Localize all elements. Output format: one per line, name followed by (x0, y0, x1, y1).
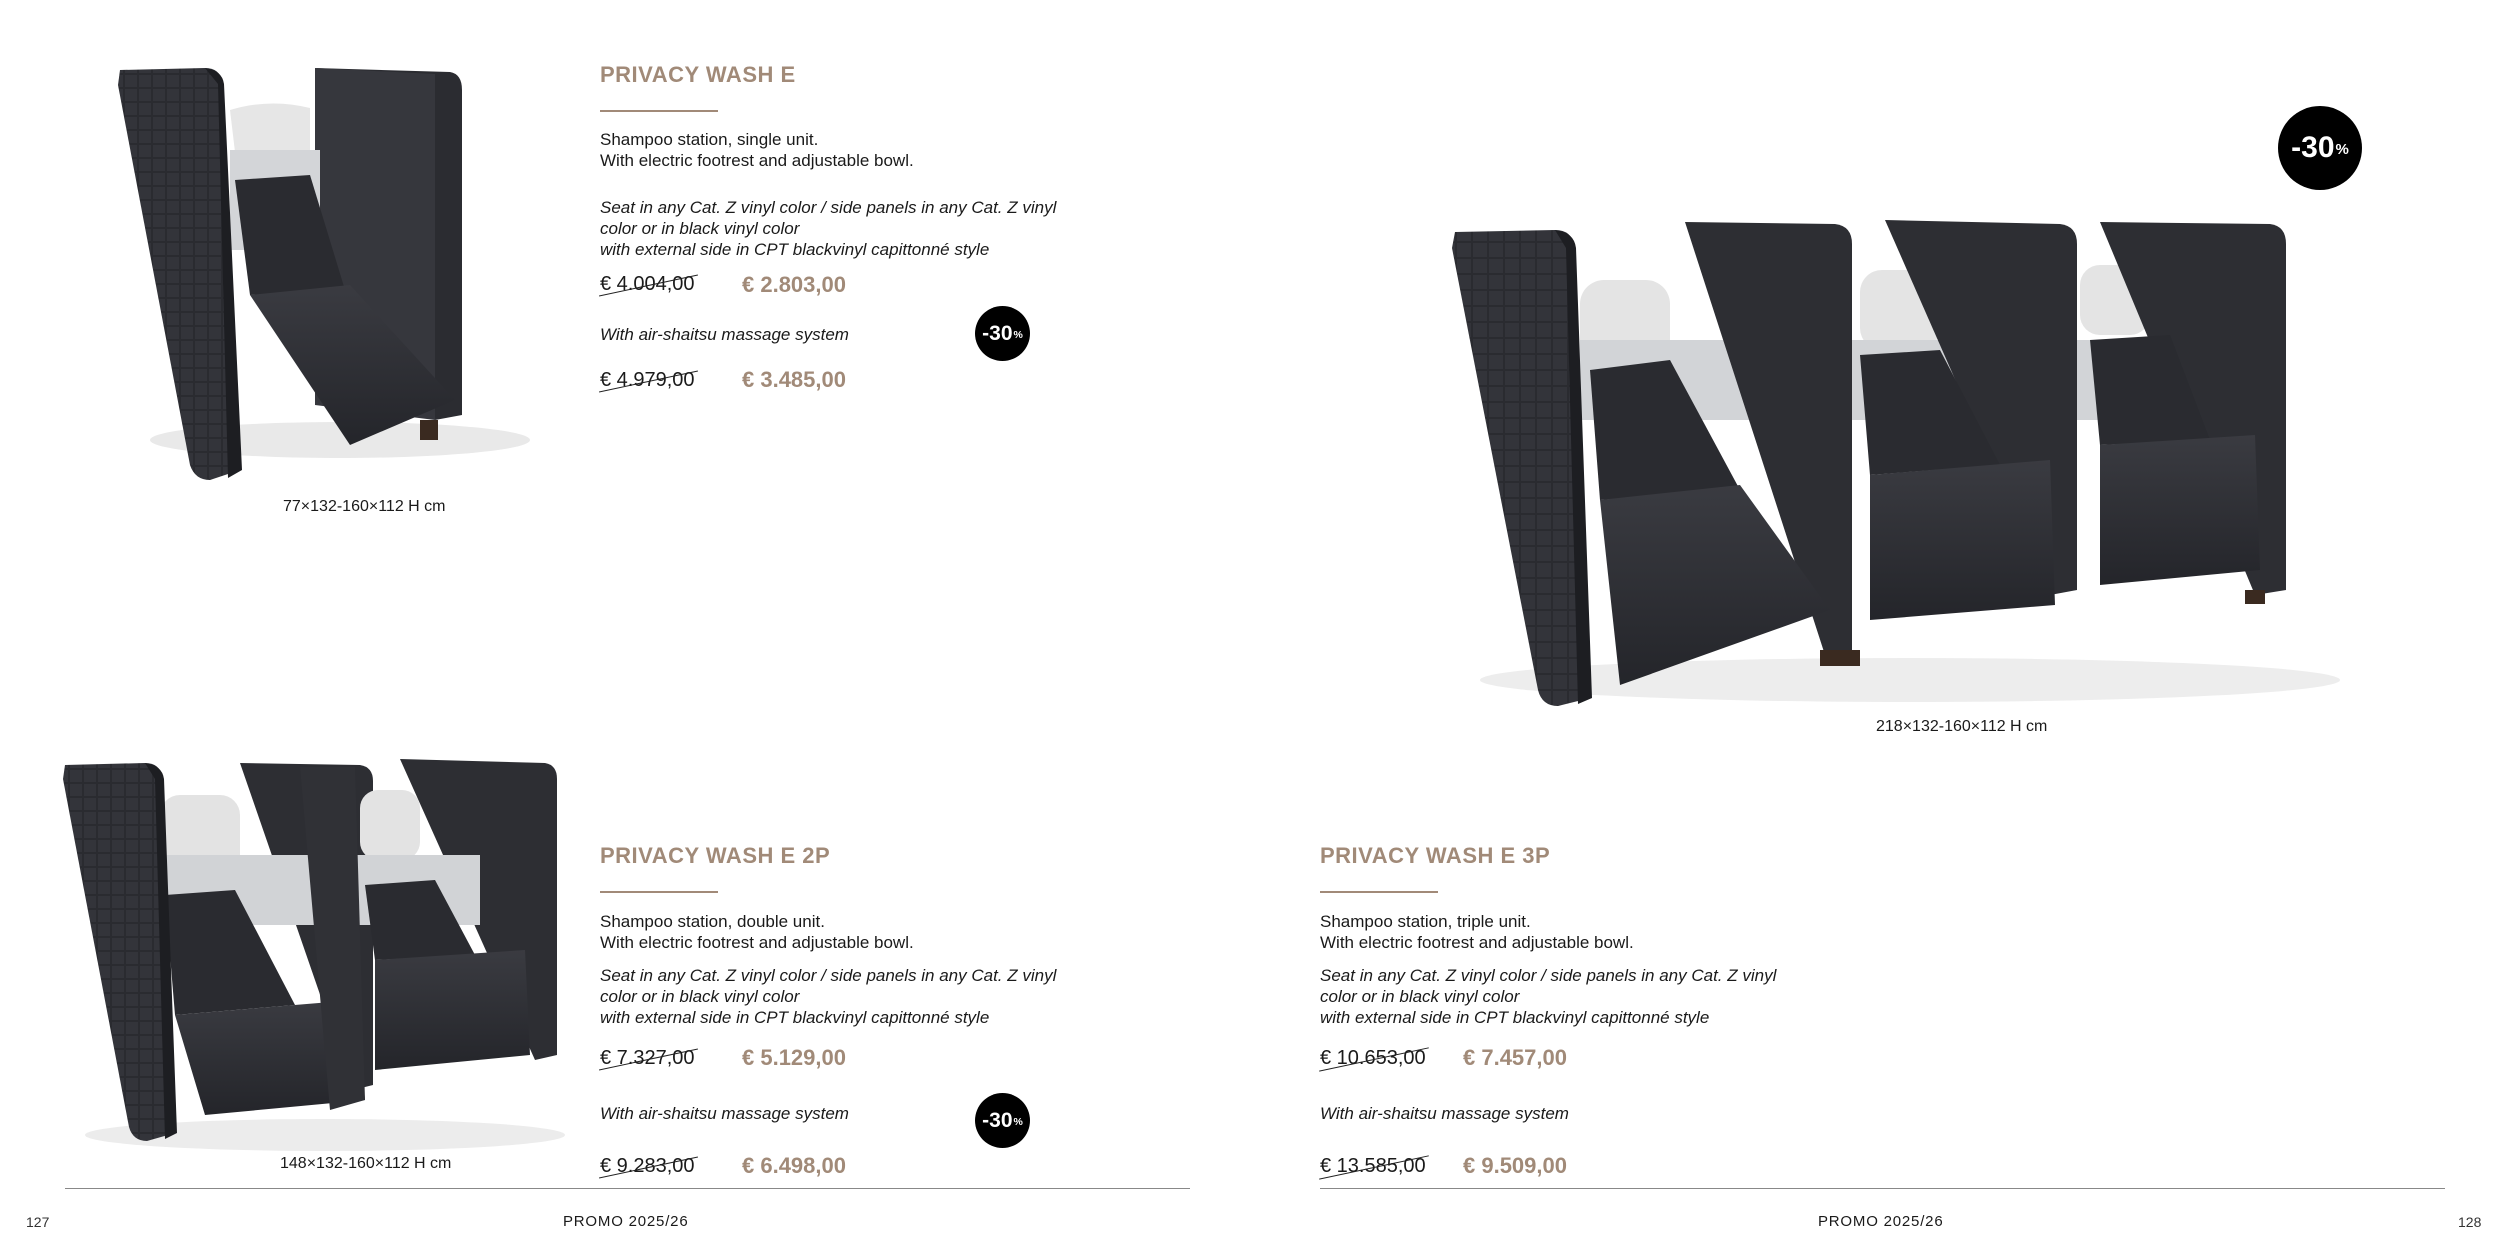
old-price: € 4.004,00 (600, 273, 695, 296)
option-new-price: € 3.485,00 (742, 367, 846, 392)
option-label: With air-shaitsu massage system (600, 325, 849, 344)
footer-rule-right (1320, 1188, 2445, 1189)
product-specification (600, 965, 1056, 1028)
description-line: With electric footrest and adjustable bowl. (600, 933, 914, 952)
product-specification (600, 197, 1056, 260)
option-label: With air-shaitsu massage system (1320, 1104, 1569, 1123)
spec-line: Seat in any Cat. Z vinyl color / side panels in any Cat. Z vinyl (600, 198, 1057, 217)
spec-line: with external side in CPT blackvinyl capittonné style (1320, 1008, 1710, 1027)
product-image-triple (1440, 210, 2340, 720)
spec-line: Seat in any Cat. Z vinyl color / side panels in any Cat. Z vinyl (1320, 966, 1777, 985)
footer-label-right: PROMO 2025/26 (1818, 1213, 1944, 1230)
product-description (600, 129, 914, 171)
product-image-single (110, 60, 530, 490)
description-line: Shampoo station, double unit. (600, 912, 825, 931)
option-new-price: € 6.498,00 (742, 1153, 846, 1178)
product-image-double (55, 755, 565, 1155)
page-number-right: 128 (2458, 1214, 2482, 1230)
dimensions-label: 148×132-160×112 H cm (280, 1155, 452, 1172)
product-description (600, 911, 914, 953)
new-price: € 7.457,00 (1463, 1045, 1567, 1070)
option-new-price: € 9.509,00 (1463, 1153, 1567, 1178)
old-price: € 7.327,00 (600, 1047, 695, 1070)
discount-badge-large: -30 % (2278, 106, 2362, 190)
title-underline (600, 891, 718, 893)
dimensions-label: 77×132-160×112 H cm (283, 498, 446, 515)
discount-badge: -30 % (975, 306, 1030, 361)
product-title: PRIVACY WASH E 2P (600, 843, 831, 868)
spec-line: color or in black vinyl color (1320, 987, 1520, 1006)
old-price: € 10.653,00 (1320, 1047, 1426, 1070)
page-number-left: 127 (26, 1214, 50, 1230)
description-line: With electric footrest and adjustable bowl. (600, 151, 914, 170)
description-line: Shampoo station, triple unit. (1320, 912, 1531, 931)
product-description (1320, 911, 1634, 953)
title-underline (1320, 891, 1438, 893)
product-title: PRIVACY WASH E (600, 62, 796, 87)
option-old-price: € 13.585,00 (1320, 1155, 1426, 1178)
dimensions-label: 218×132-160×112 H cm (1876, 718, 2048, 735)
product-specification (1320, 965, 1776, 1028)
footer-rule-left (65, 1188, 1190, 1189)
option-label: With air-shaitsu massage system (600, 1104, 849, 1123)
spec-line: Seat in any Cat. Z vinyl color / side panels in any Cat. Z vinyl (600, 966, 1057, 985)
footer-label-left: PROMO 2025/26 (563, 1213, 689, 1230)
new-price: € 2.803,00 (742, 272, 846, 297)
product-title: PRIVACY WASH E 3P (1320, 843, 1551, 868)
description-line: Shampoo station, single unit. (600, 130, 819, 149)
option-old-price: € 9.283,00 (600, 1155, 695, 1178)
spec-line: color or in black vinyl color (600, 219, 800, 238)
discount-badge: -30 % (975, 1093, 1030, 1148)
shampoo-station-double-illustration (55, 755, 565, 1155)
title-underline (600, 110, 718, 112)
shampoo-station-triple-illustration (1440, 210, 2340, 720)
new-price: € 5.129,00 (742, 1045, 846, 1070)
shampoo-station-single-illustration (110, 60, 530, 490)
option-old-price: € 4.979,00 (600, 369, 695, 392)
spec-line: with external side in CPT blackvinyl capittonné style (600, 240, 990, 259)
spec-line: with external side in CPT blackvinyl capittonné style (600, 1008, 990, 1027)
spec-line: color or in black vinyl color (600, 987, 800, 1006)
description-line: With electric footrest and adjustable bowl. (1320, 933, 1634, 952)
